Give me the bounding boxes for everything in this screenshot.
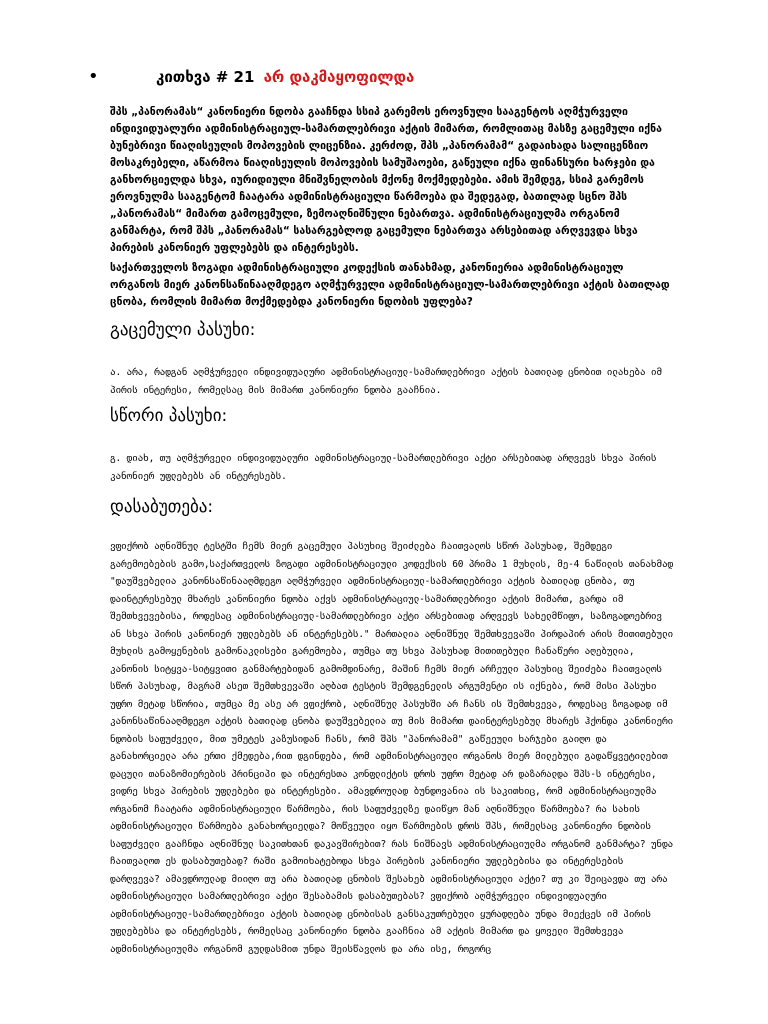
question-header — [88, 66, 414, 87]
question-label: კითხვა # 21 — [156, 68, 255, 86]
justification-text: ვფიქრობ აღნიშნულ ტესტში ჩემს მიერ გაცემული პასუხიც შეიძლება ჩაითვალოს სწორ პასუხად, შემდეგი გარემოებების გამო,საქართველოს ზოგადი ადმინისტრაციული კოდექსის 60 პრიმა 1 მუხლის, მე-4 ნაწილის თანახმად "დაუშვებელია კანონსაწინააღმდეგო აღმჭურველი ადმინისტრაციულ-სამართლებრივი აქტის ბათილად ცნობა, თუ დაინტერესებულ მხარეს კანონიერი ნდობა აქვს ადმინისტრაციულ-სამართლებრივი აქტის მიმართ, გარდა იმ შემთხვევებისა, როდესაც ადმინისტრაციულ-სამართლებრივი აქტი არსებითად არღვევს სახელმწიფო, საზოგადოებრივ ან სხვა პირის კანონიერ უფლებებს ან ინტერესებს." მართალია აღნიშნულ შემთხვევაში პირდაპირ არის მითითებული მუხლის გამოყენების გამონაკლისები გარემოება, თუმცა თუ სხვა პასუხად მითითებული ჩანაწერი აღებულია, კანონის სიტყვა-სიტყვითი განმარტებიდან გამომდინარე, მაშინ ჩემს მიერ არჩეული პასუხიც შეიძება ჩაითვალოს სწორ პასუხად, მაგრამ ასეთ შემთხვევაში აღბათ ტესტის შემდგენელის არგუმენტი ის იქნება, რომ მისი პასუხი უფრო მეტად სწორია, თუმცა მე ასე არ ვფიქრობ, აღნიშნულ პასუხში არ ჩანს ის შემთხვევა, როდესაც ზოგადად იმ კანონსაწინააღმდეგო აქტის ბათილად ცნობა დაუშვებელია თუ მის მიმართ დაინტერესებულ მხარეს ჰქონდა კანონიერი ნდობის საფუძველი, მით უმეტეს კაზუსიდან ჩანს, რომ შპს "პანორამამ" გაწეეული ხარჯები გაიღო და განახორციელა არა ერთი ქმედება,რით დგინდება, რომ ადმინისტრაციული ორგანოს მიერ მილებული გადაწყვეტილებით დაცული თანაზომიერების პრინციპი და ინტერესთა კონფლიქტის დროს უფრო მეტად არ დაზარალდა შპს-ს ინტერესი, ვიდრე სხვა პირების უფლებები და ინტერესები. ამავდროულად ბუნდოვანია ის საკითხიც, რომ ადმინისტრაციულმა ორგანომ ჩაატარა ადმინისტრაციული წარმოება, რის საფუძველზე დაიწყო მან აღნიშნული წარმოება? რა სახის ადმინისტრაციული წარმოება განახორციელდა? მოწვეული იყო წარმოების დროს შპს, რომელსაც კანონიერი ნდობის საფუძველი გააჩნდა აღნიშნულ საკითხთან დაკავშირებით? რას ნიშნავს ადმინისტრაციულმა ორგანომ განმარტა? უნდა ჩაითვალოთ ეს დასაბუთებად? რაში გამოიხატებოდა სხვა პირების კანონიერი უფლებებისა და ინტერესების დარღვევა? ამავდროულად მიიღო თუ არა ბათილად ცნობის შესახებ ადმინისტრაციული აქტი? თუ კი შეიცავდა თუ არა ადმინისტრაციული სამართლებრივი აქტი შესაბამის დასაბუთებას? ვფიქრობ აღმჭურველი ინდივიდუალური ადმინისტრაციულ-სამართლებრივი აქტის ბათილად ცნობისას განსაკუთრებული ყურადღება უნდა მიექცეს იმ პირის უფლებებსა და ინტერესებს, რომელსაც კანონიერი ნდობა გააჩნია ამ აქტის მიმართ და ყოველი შემთხვევა ადმინისტრაციულმა ორგანომ გულდასმით უნდა შეისწავლოს და არა ისე, როგორც — [110, 541, 673, 955]
correct-answer-heading: სწორი პასუხი: — [110, 406, 228, 426]
justification-heading: დასაბუთება: — [110, 497, 214, 517]
bullet-icon: • — [88, 66, 99, 87]
correct-answer-text: გ. დიახ, თუ აღმჭურველი ინდივიდუალური ადმინისტრაციულ-სამართლებრივი აქტი არსებითად არღვევს სხვა პირის კანონიერ უფლებებს ან ინტერესებს. — [110, 453, 657, 482]
question-status: არ დაკმაყოფილდა — [263, 68, 415, 86]
question-title — [156, 68, 414, 86]
given-answer-heading: გაცემული პასუხი: — [110, 320, 256, 340]
question-paragraph-2: საქართველოს ზოგადი ადმინისტრაციული კოდექსის თანახმად, კანონიერია ადმინისტრაციულ ორგანოს მიერ კანონსაწინააღმდეგო აღმჭურველი ადმინისტრაციულ-სამართლებრივი აქტის ბათილად ცნობა, რომლის მიმართ მოქმედებდა კანონიერი ნდობის უფლება? — [110, 262, 670, 308]
question-paragraph-1: შპს „პანორამას“ კანონიერი ნდობა გააჩნდა სსიპ გარემოს ეროვნული სააგენტოს აღმჭურველი ინდივიდუალური ადმინისტრაციულ-სამართლებრივი აქტის მიმართ, რომლითაც მასზე გაცემული იქნა ბუნებრივი წიაღისეულის მოპოვების ლიცენზია. კერძოდ, შპს „პანორამამ“ გადაიხადა სალიცენზიო მოსაკრებელი, აწარმოა წიაღისეულის მოპოვების სამუშაოები, გაწეული იქნა ფინანსური ხარჯები და განხორციელდა სხვა, იურიდიული მნიშვნელობის მქონე მოქმედებები. ამის შემდეგ, სსიპ გარემოს ეროვნულმა სააგენტომ ჩაატარა ადმინისტრაციული წარმოება და შედეგად, ბათილად სცნო შპს „პანორამას“ მიმართ გამოცემული, ზემოაღნიშნული ნებართვა. ადმინისტრაციულმა ორგანომ განმარტა, რომ შპს „პანორამას“ სასარგებლოდ გაცემული ნებართვა არსებითად არღვევდა სხვა პირების კანონიერ უფლებებს და ინტერესებს. — [110, 106, 662, 254]
given-answer-text: ა. არა, რადგან აღმჭურველი ინდივიდუალური ადმინისტრაციულ-სამართლებრივი აქტის ბათილად ცნობით ილახება იმ პირის ინტერესი, რომელსაც მის მიმართ კანონიერი ნდობა გააჩნია. — [110, 367, 662, 396]
